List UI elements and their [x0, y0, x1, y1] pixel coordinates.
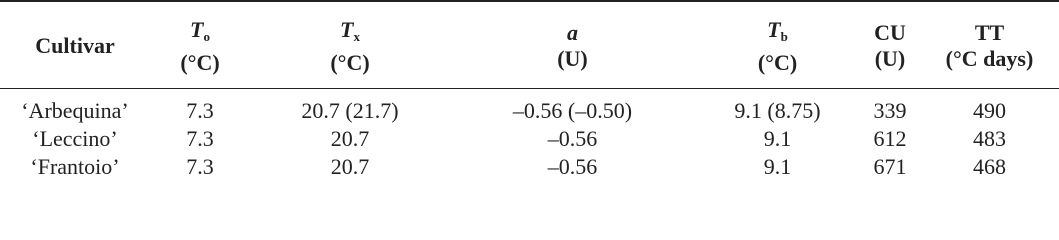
cell-tx: 20.7 — [330, 154, 370, 179]
cell-cu: 339 — [873, 98, 907, 123]
cell-to: 7.3 — [186, 98, 214, 123]
header-tx — [250, 1, 450, 89]
cell-tt: 483 — [973, 126, 1006, 151]
header-tt-label: TT — [974, 20, 1005, 45]
table-header-row — [0, 1, 1059, 89]
cell-to: 7.3 — [186, 126, 214, 151]
header-to — [150, 1, 250, 89]
cell-cu: 612 — [873, 126, 907, 151]
header-cu-unit: (U) — [874, 46, 906, 71]
cell-cultivar: ‘Leccino’ — [32, 126, 118, 151]
cell-tx: 20.7 — [330, 126, 370, 151]
header-to-symbol: $T_o$ — [190, 16, 210, 44]
cell-cultivar: ‘Arbequina’ — [21, 98, 129, 123]
cell-tt: 490 — [973, 98, 1006, 123]
cell-a: –0.56 — [547, 126, 598, 151]
cell-a: –0.56 — [547, 154, 598, 179]
cell-cu: 671 — [873, 154, 907, 179]
header-to-unit: (°C) — [180, 49, 220, 75]
cell-to: 7.3 — [186, 154, 214, 179]
header-cultivar: Cultivar — [0, 1, 150, 89]
cell-a: –0.56 (–0.50) — [512, 98, 633, 123]
header-tb — [695, 1, 860, 89]
header-cu-label: CU — [874, 20, 906, 45]
table-row — [0, 153, 1059, 181]
header-a — [450, 1, 695, 89]
cell-cultivar: ‘Frantoio’ — [30, 154, 120, 179]
header-tt — [920, 1, 1059, 89]
header-tb-symbol: $T_b$ — [767, 16, 788, 44]
header-tb-unit: (°C) — [757, 49, 798, 75]
header-tx-unit: (°C) — [330, 49, 370, 75]
cell-tt: 468 — [973, 154, 1006, 179]
header-tt-unit: (°C days) — [945, 46, 1034, 71]
table-row — [0, 125, 1059, 153]
header-tx-symbol: $T_x$ — [340, 16, 360, 44]
table-row — [0, 89, 1059, 126]
cell-tx: 20.7 (21.7) — [301, 98, 399, 123]
header-a-unit: (U) — [557, 46, 588, 71]
cell-tb: 9.1 (8.75) — [734, 98, 821, 123]
header-cu — [860, 1, 920, 89]
header-a-symbol: a — [567, 20, 578, 45]
cell-tb: 9.1 — [763, 154, 792, 179]
cell-tb: 9.1 — [763, 126, 792, 151]
